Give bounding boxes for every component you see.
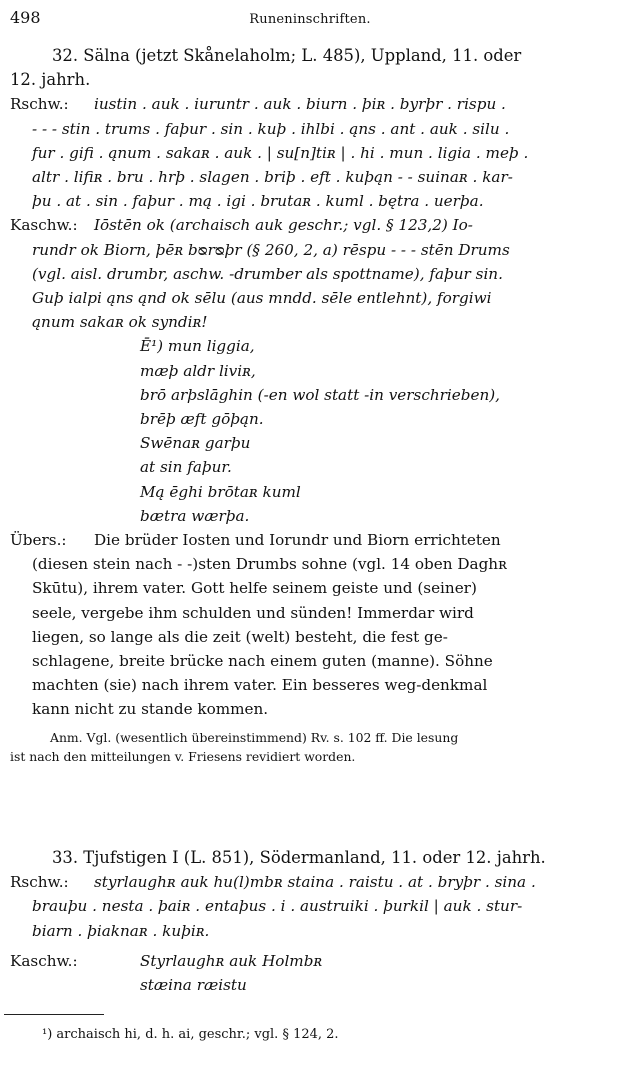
- page-number: 498: [10, 8, 41, 27]
- rschw-line: altr . lifiʀ . bru . hrþ . slagen . briþ . eft . kuþąn - - suinaʀ . kar-: [32, 168, 513, 187]
- anm-line: Anm. Vgl. (wesentlich übereinstimmend) Rv. s. 102 ff. Die lesung: [50, 729, 459, 745]
- uebers-line: liegen, so lange als die zeit (welt) besteht, die fest ge-: [32, 627, 448, 646]
- entry-33-rschw: [10, 870, 610, 943]
- entry-32-kaschw: [10, 213, 610, 334]
- anm-line: ist nach den mitteilungen v. Friesens revidiert worden.: [10, 748, 356, 764]
- verse-line: mæþ aldr liviʀ,: [140, 361, 256, 380]
- rschw-line: styrlaughʀ auk hu(l)mbʀ staina . raistu . at . bryþr . sina .: [94, 873, 536, 892]
- kaschw-label: Kaschw.:: [10, 216, 78, 235]
- uebers-label: Übers.:: [10, 531, 67, 550]
- verse-line: at sin faþur.: [140, 458, 232, 477]
- rschw-label: Rschw.:: [10, 873, 69, 892]
- rschw-line: þu . at . sin . faþur . mą . igi . brutaʀ . kuml . bętra . uerþa.: [32, 192, 484, 211]
- kaschw-line: Guþ ialpi ąns ąnd ok sēlu (aus mndd. sēle entlehnt), forgiwi: [32, 289, 492, 308]
- anmerkung: [10, 728, 610, 766]
- rschw-line: fur . gifi . ąnum . sakaʀ . auk . | su[n]tiʀ | . hi . mun . ligia . meþ .: [32, 143, 529, 162]
- kaschw-line: stæina ræistu: [140, 976, 247, 995]
- running-title: Runeninschriften.: [249, 12, 371, 27]
- page-header: [10, 6, 610, 28]
- verse-line: Mą ēghi brōtaʀ kuml: [140, 482, 301, 501]
- rschw-line: brauþu . nesta . þaiʀ . entaþus . i . austruiki . þurkil | auk . stur-: [32, 897, 523, 916]
- entry-32-title-line1: 32. Sälna (jetzt Skånelaholm; L. 485), Uppland, 11. oder: [52, 46, 522, 65]
- entry-32-rschw: [10, 92, 610, 213]
- rschw-line: iustin . auk . iuruntr . auk . biurn . þiʀ . byrþr . rispu .: [94, 95, 506, 114]
- kaschw-line: Iōstēn ok (archaisch auk geschr.; vgl. § 123,2) Io-: [94, 216, 473, 235]
- entry-33: [10, 846, 610, 997]
- entry-32-title-line2: 12. jahrh.: [10, 70, 91, 90]
- uebers-line: machten (sie) nach ihrem vater. Ein besseres weg-denkmal: [32, 676, 488, 695]
- entry-33-kaschw: [10, 949, 610, 997]
- uebers-line: Skūtu), ihrem vater. Gott helfe seinem geiste und (seiner): [32, 579, 477, 598]
- entry-32-uebersetzung: [10, 528, 610, 722]
- uebers-line: schlagene, breite brücke nach einem guten (manne). Söhne: [32, 652, 493, 671]
- rschw-label: Rschw.:: [10, 95, 69, 114]
- entry-32: [10, 44, 610, 766]
- verse-line: Swēnaʀ garþu: [140, 434, 251, 453]
- kaschw-line: (vgl. aisl. drumbr, aschw. -drumber als spottname), faþur sin.: [32, 264, 503, 283]
- entry-33-title: 33. Tjufstigen I (L. 851), Södermanland, 11. oder 12. jahrh.: [52, 848, 546, 867]
- entry-32-title: [10, 44, 610, 68]
- uebers-line: (diesen stein nach - -)sten Drumbs sohne (vgl. 14 oben Daghʀ: [32, 555, 507, 574]
- rschw-line: - - - stin . trums . faþur . sin . kuþ . ihlbi . ąns . ant . auk . silu .: [32, 119, 510, 138]
- verse-line: brō arþslāghin (-en wol statt -in verschrieben),: [140, 385, 500, 404]
- verse-line: brēþ æft gōþąn.: [140, 410, 264, 429]
- verse-line: Ē¹) mun liggia,: [140, 337, 255, 356]
- verse-block: [140, 334, 610, 528]
- kaschw-line: ąnum sakaʀ ok syndiʀ!: [32, 313, 208, 332]
- kaschw-line: rundr ok Biorn, þēʀ bᴓrᴓþr (§ 260, 2, a) rēspu - - - stēn Drums: [32, 240, 510, 259]
- uebers-line: Die brüder Iosten und Iorundr und Biorn errichteten: [94, 531, 501, 550]
- verse-line: bætra wærþa.: [140, 506, 250, 525]
- footnote-rule: [4, 1014, 104, 1015]
- uebers-line: seele, vergebe ihm schulden und sünden! Immerdar wird: [32, 603, 474, 622]
- kaschw-label: Kaschw.:: [10, 951, 78, 970]
- uebers-line: kann nicht zu stande kommen.: [32, 700, 269, 719]
- rschw-line: biarn . þiaknaʀ . kuþiʀ.: [32, 921, 210, 940]
- footnote: ¹) archaisch hi, d. h. ai, geschr.; vgl. § 124, 2.: [42, 1027, 339, 1042]
- kaschw-line: Styrlaughʀ auk Holmbʀ: [140, 951, 323, 970]
